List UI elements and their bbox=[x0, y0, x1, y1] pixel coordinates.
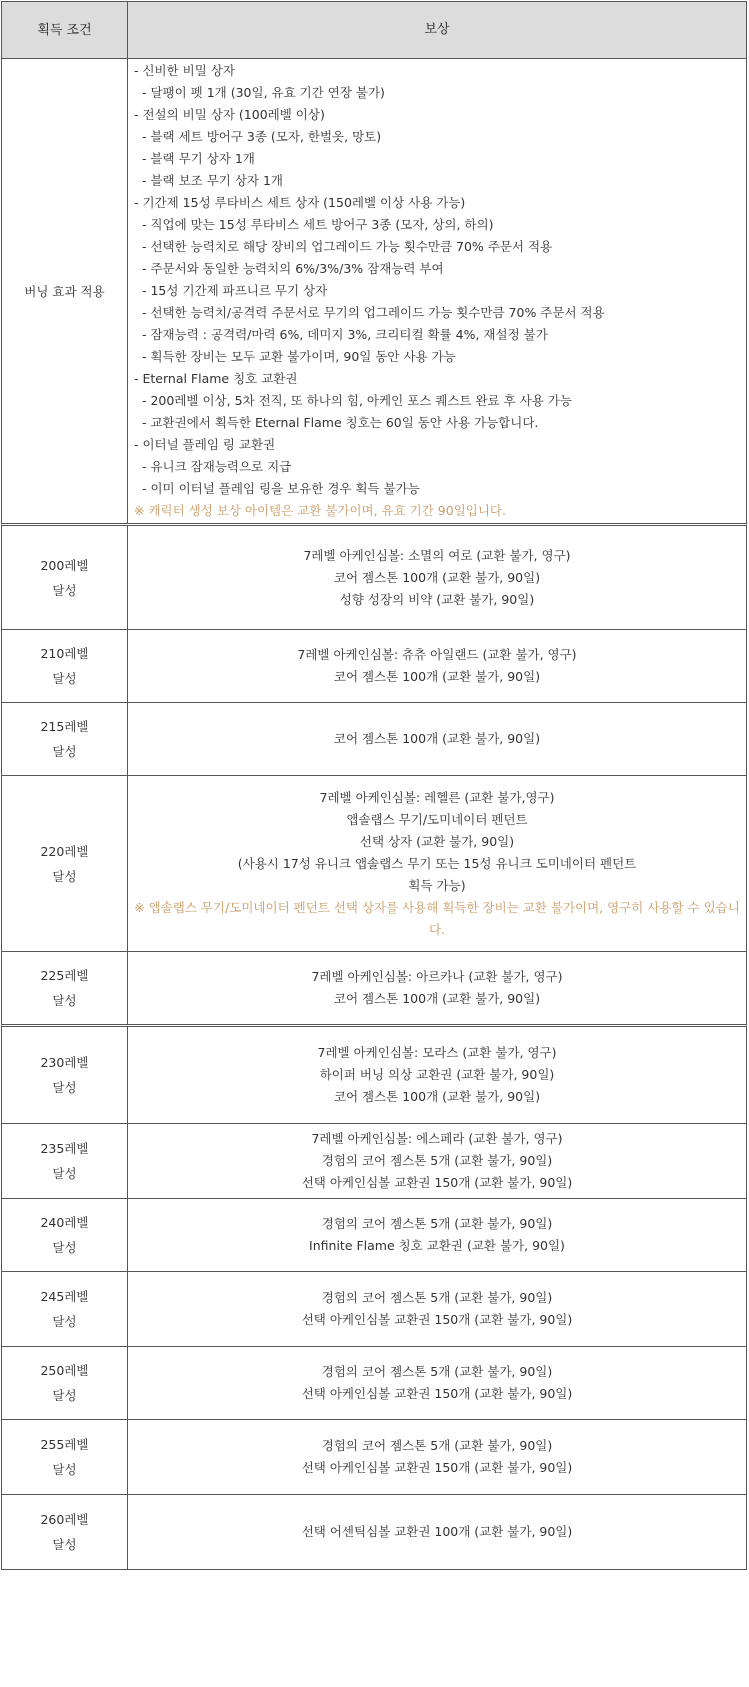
level-row bbox=[1, 952, 747, 1027]
burning-condition: 버닝 효과 적용 bbox=[2, 59, 128, 523]
burning-reward-line: - 전설의 비밀 상자 (100레벨 이상) bbox=[134, 107, 325, 122]
reward-line: 앱솔랩스 무기/도미네이터 펜던트 bbox=[346, 811, 528, 827]
achieve-label: 달성 bbox=[52, 1537, 77, 1552]
level-label: 225레벨 bbox=[40, 968, 89, 983]
reward-line: 경험의 코어 젬스톤 5개 (교환 불가, 90일) bbox=[321, 1290, 553, 1305]
burning-reward-line: - 신비한 비밀 상자 bbox=[134, 63, 235, 78]
burning-reward-line: - 획득한 장비는 모두 교환 불가이며, 90일 동안 사용 가능 bbox=[142, 349, 456, 364]
reward-line: 선택 상자 (교환 불가, 90일) bbox=[359, 833, 515, 849]
level-row bbox=[1, 526, 747, 630]
burning-reward-line: - 선택한 능력치로 해당 장비의 업그레이드 가능 횟수만큼 70% 주문서 적용 bbox=[142, 239, 553, 254]
level-label: 230레벨 bbox=[40, 1055, 89, 1070]
reward-line: 선택 아케인심볼 교환권 150개 (교환 불가, 90일) bbox=[301, 1460, 573, 1475]
level-label: 250레벨 bbox=[40, 1363, 89, 1378]
level-label: 260레벨 bbox=[40, 1512, 89, 1527]
level-row bbox=[1, 630, 747, 703]
burning-reward-line: - 이터널 플레임 링 교환권 bbox=[134, 437, 276, 452]
reward-note: ※ 앱솔랩스 무기/도미네이터 펜던트 선택 상자를 사용해 획득한 장비는 교환 불가이며, 영구히 사용할 수 있습니다. bbox=[134, 899, 740, 937]
burning-row bbox=[1, 59, 747, 526]
level-condition bbox=[2, 703, 128, 775]
reward-line: 경험의 코어 젬스톤 5개 (교환 불가, 90일) bbox=[321, 1216, 553, 1231]
level-reward bbox=[128, 952, 746, 1024]
achieve-label: 달성 bbox=[52, 1240, 77, 1255]
level-condition bbox=[2, 1347, 128, 1419]
level-label: 200레벨 bbox=[40, 557, 89, 573]
burning-reward-line: - 달팽이 펫 1개 (30일, 유효 기간 연장 불가) bbox=[142, 85, 385, 100]
reward-line: 코어 젬스톤 100개 (교환 불가, 90일) bbox=[333, 731, 541, 746]
burning-reward-line: - 기간제 15성 루타비스 세트 상자 (150레벨 이상 사용 가능) bbox=[134, 195, 466, 210]
level-reward bbox=[128, 1495, 746, 1569]
burning-reward-line: - 블랙 세트 방어구 3종 (모자, 한벌옷, 망토) bbox=[142, 129, 382, 144]
achieve-label: 달성 bbox=[52, 1462, 77, 1477]
header-reward: 보상 bbox=[424, 22, 450, 37]
level-row bbox=[1, 776, 747, 952]
level-condition bbox=[2, 952, 128, 1024]
level-label: 210레벨 bbox=[40, 646, 89, 661]
burning-reward-line: - 200레벨 이상, 5차 전직, 또 하나의 힘, 아케인 포스 퀘스트 완료 후 사용 가능 bbox=[142, 393, 572, 408]
level-row bbox=[1, 1027, 747, 1124]
burning-note: ※ 캐릭터 생성 보상 아이템은 교환 불가이며, 유효 기간 90일입니다. bbox=[134, 503, 506, 518]
reward-line: 7레벨 아케인심볼: 소멸의 여로 (교환 불가, 영구) bbox=[303, 547, 571, 563]
achieve-label: 달성 bbox=[52, 1080, 77, 1095]
level-reward bbox=[128, 1420, 746, 1494]
reward-line: 7레벨 아케인심볼: 츄츄 아일랜드 (교환 불가, 영구) bbox=[297, 647, 577, 662]
level-reward bbox=[128, 703, 746, 775]
reward-line: 7레벨 아케인심볼: 아르카나 (교환 불가, 영구) bbox=[311, 969, 563, 984]
burning-reward-line: - 직업에 맞는 15성 루타비스 세트 방어구 3종 (모자, 상의, 하의) bbox=[142, 217, 494, 232]
level-label: 215레벨 bbox=[40, 719, 89, 734]
reward-line: 하이퍼 버닝 의상 교환권 (교환 불가, 90일) bbox=[319, 1067, 555, 1082]
achieve-label: 달성 bbox=[52, 582, 77, 598]
level-reward bbox=[128, 630, 746, 702]
level-reward bbox=[128, 526, 746, 629]
achieve-label: 달성 bbox=[52, 744, 77, 759]
achieve-label: 달성 bbox=[52, 868, 77, 884]
level-condition bbox=[2, 1495, 128, 1569]
level-condition bbox=[2, 1272, 128, 1346]
reward-line: Infinite Flame 칭호 교환권 (교환 불가, 90일) bbox=[309, 1238, 565, 1253]
reward-line: 획득 가능) bbox=[408, 877, 466, 893]
level-label: 245레벨 bbox=[40, 1289, 89, 1304]
reward-line: 7레벨 아케인심볼: 모라스 (교환 불가, 영구) bbox=[317, 1045, 557, 1060]
burning-reward-line: - 이미 이터널 플레임 링을 보유한 경우 획득 불가능 bbox=[142, 481, 420, 496]
reward-line: 코어 젬스톤 100개 (교환 불가, 90일) bbox=[333, 669, 541, 684]
level-condition bbox=[2, 1199, 128, 1271]
achieve-label: 달성 bbox=[52, 1314, 77, 1329]
reward-line: 선택 어센틱심볼 교환권 100개 (교환 불가, 90일) bbox=[301, 1524, 573, 1539]
level-row bbox=[1, 1495, 747, 1570]
burning-reward-line: - 잠재능력 : 공격력/마력 6%, 데미지 3%, 크리티컬 확률 4%, 재설정 불가 bbox=[142, 327, 548, 342]
reward-line: 코어 젬스톤 100개 (교환 불가, 90일) bbox=[333, 1089, 541, 1104]
level-row bbox=[1, 1272, 747, 1347]
level-row bbox=[1, 1199, 747, 1272]
level-condition bbox=[2, 630, 128, 702]
level-row bbox=[1, 1124, 747, 1199]
level-condition bbox=[2, 776, 128, 951]
reward-line: 경험의 코어 젬스톤 5개 (교환 불가, 90일) bbox=[321, 1438, 553, 1453]
achieve-label: 달성 bbox=[52, 993, 77, 1008]
achieve-label: 달성 bbox=[52, 671, 77, 686]
level-condition bbox=[2, 1124, 128, 1198]
burning-reward-line: - 교환권에서 획득한 Eternal Flame 칭호는 60일 동안 사용 가능합니다. bbox=[142, 415, 539, 430]
level-condition bbox=[2, 1420, 128, 1494]
level-reward bbox=[128, 1272, 746, 1346]
header-condition: 획득 조건 bbox=[2, 2, 128, 58]
level-label: 255레벨 bbox=[40, 1437, 89, 1452]
achieve-label: 달성 bbox=[52, 1388, 77, 1403]
level-label: 235레벨 bbox=[40, 1141, 89, 1156]
reward-line: 성향 성장의 비약 (교환 불가, 90일) bbox=[339, 591, 535, 607]
level-row bbox=[1, 1420, 747, 1495]
reward-line: 선택 아케인심볼 교환권 150개 (교환 불가, 90일) bbox=[301, 1386, 573, 1401]
level-row bbox=[1, 1347, 747, 1420]
level-reward bbox=[128, 776, 746, 951]
reward-line: 7레벨 아케인심볼: 에스페라 (교환 불가, 영구) bbox=[311, 1131, 563, 1146]
burning-reward-line: - 15성 기간제 파프니르 무기 상자 bbox=[142, 283, 328, 298]
achieve-label: 달성 bbox=[52, 1166, 77, 1181]
level-condition bbox=[2, 526, 128, 629]
table-header bbox=[1, 1, 747, 59]
level-label: 240레벨 bbox=[40, 1215, 89, 1230]
reward-line: 코어 젬스톤 100개 (교환 불가, 90일) bbox=[333, 991, 541, 1006]
level-reward bbox=[128, 1199, 746, 1271]
reward-line: 경험의 코어 젬스톤 5개 (교환 불가, 90일) bbox=[321, 1364, 553, 1379]
reward-line: 코어 젬스톤 100개 (교환 불가, 90일) bbox=[333, 569, 541, 585]
burning-reward-line: - 블랙 보조 무기 상자 1개 bbox=[142, 173, 284, 188]
burning-reward-list bbox=[128, 59, 746, 523]
level-reward bbox=[128, 1027, 746, 1123]
level-reward bbox=[128, 1347, 746, 1419]
burning-reward-line: - 선택한 능력치/공격력 주문서로 무기의 업그레이드 가능 횟수만큼 70% 주문서 적용 bbox=[142, 305, 605, 320]
reward-line: 선택 아케인심볼 교환권 150개 (교환 불가, 90일) bbox=[301, 1312, 573, 1327]
burning-reward-line: - Eternal Flame 칭호 교환권 bbox=[134, 371, 298, 386]
burning-reward-line: - 블랙 무기 상자 1개 bbox=[142, 151, 255, 166]
level-condition bbox=[2, 1027, 128, 1123]
reward-table bbox=[1, 1, 747, 1570]
burning-reward-line: - 주문서와 동일한 능력치의 6%/3%/3% 잠재능력 부여 bbox=[142, 261, 444, 276]
level-row bbox=[1, 703, 747, 776]
reward-line: (사용시 17성 유니크 앱솔랩스 무기 또는 15성 유니크 도미네이터 펜던트 bbox=[237, 855, 637, 871]
reward-line: 선택 아케인심볼 교환권 150개 (교환 불가, 90일) bbox=[301, 1175, 573, 1190]
level-label: 220레벨 bbox=[40, 843, 89, 859]
reward-line: 경험의 코어 젬스톤 5개 (교환 불가, 90일) bbox=[321, 1153, 553, 1168]
level-reward bbox=[128, 1124, 746, 1198]
reward-line: 7레벨 아케인심볼: 레헬른 (교환 불가,영구) bbox=[319, 789, 555, 805]
burning-reward-line: - 유니크 잠재능력으로 지급 bbox=[142, 459, 292, 474]
